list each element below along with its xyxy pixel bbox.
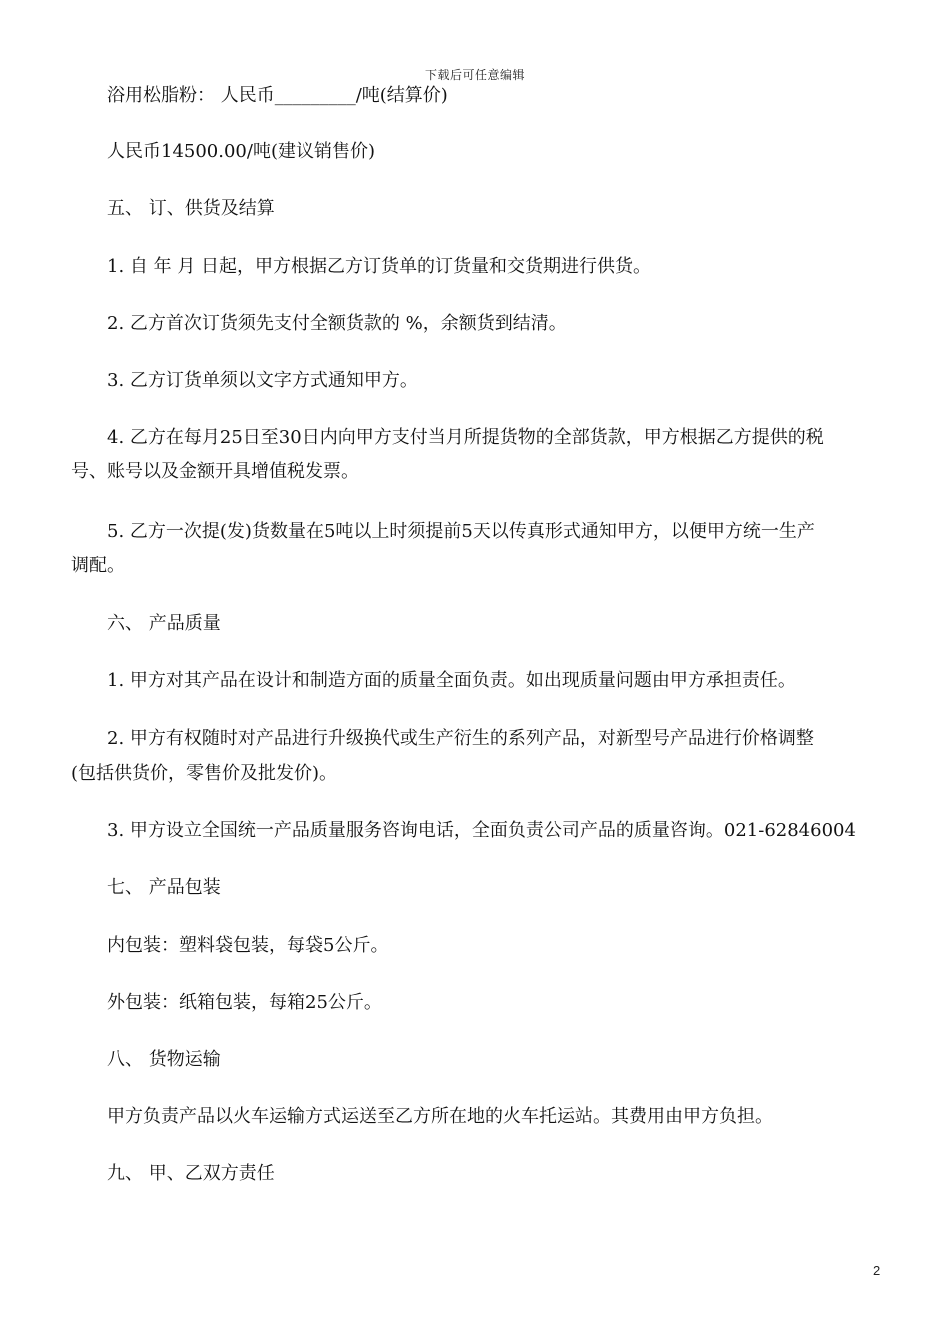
clause-5-4-line1: 4. 乙方在每月25日至30日内向甲方支付当月所提货物的全部货款，甲方根据乙方提供的税: [107, 427, 824, 448]
clause-5-4-line2: 号、账号以及金额开具增值税发票。: [71, 461, 359, 482]
section-heading-6: 六、 产品质量: [107, 613, 221, 634]
clause-6-2-line1: 2. 甲方有权随时对产品进行升级换代或生产衍生的系列产品，对新型号产品进行价格调整: [107, 728, 814, 749]
clause-6-3: 3. 甲方设立全国统一产品质量服务咨询电话，全面负责公司产品的质量咨询。021-62846004: [107, 820, 856, 841]
header-note: 下载后可任意编辑: [424, 68, 525, 82]
section-heading-8: 八、 货物运输: [107, 1049, 221, 1070]
price-suggested-retail: 人民币14500.00/吨(建议销售价): [107, 141, 375, 162]
inner-packaging: 内包装：塑料袋包装，每袋5公斤。: [107, 935, 389, 956]
clause-5-1: 1. 自 年 月 日起，甲方根据乙方订货单的订货量和交货期进行供货。: [107, 256, 652, 277]
clause-5-3: 3. 乙方订货单须以文字方式通知甲方。: [107, 370, 418, 391]
clause-6-2-line2: (包括供货价，零售价及批发价)。: [71, 763, 338, 784]
section-heading-9: 九、 甲、乙双方责任: [107, 1163, 275, 1184]
clause-6-1: 1. 甲方对其产品在设计和制造方面的质量全面负责。如出现质量问题由甲方承担责任。: [107, 670, 796, 691]
transport-clause: 甲方负责产品以火车运输方式运送至乙方所在地的火车托运站。其费用由甲方负担。: [107, 1106, 773, 1127]
clause-5-2: 2. 乙方首次订货须先支付全额货款的 %，余额货到结清。: [107, 313, 567, 334]
section-heading-5: 五、 订、供货及结算: [107, 198, 275, 219]
outer-packaging: 外包装：纸箱包装，每箱25公斤。: [107, 992, 382, 1013]
page-number: 2: [873, 1263, 881, 1278]
section-heading-7: 七、 产品包装: [107, 877, 221, 898]
clause-5-5-line2: 调配。: [71, 555, 125, 576]
price-bath-rosin-settlement: 浴用松脂粉： 人民币_________/吨(结算价): [107, 85, 448, 106]
clause-5-5-line1: 5. 乙方一次提(发)货数量在5吨以上时须提前5天以传真形式通知甲方，以便甲方统一生产: [107, 521, 815, 542]
